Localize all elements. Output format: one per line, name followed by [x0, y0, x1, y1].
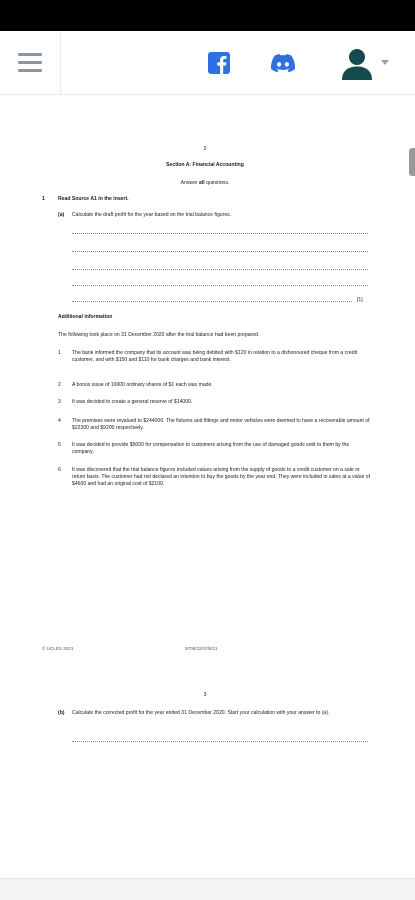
info-item-text: It was decided to provide $5000 for compensation to customers arising from the use of damaged goods sold to them by the company. [72, 442, 350, 456]
section-title: Section A: Financial Accounting [166, 162, 244, 168]
part-b-text: Calculate the corrected profit for the year ended 31 December 2020. Start your calculation with your answer to (a). [72, 710, 330, 716]
answer-line[interactable] [72, 301, 352, 302]
discord-icon[interactable] [271, 54, 295, 73]
info-item-text: The bank informed the company that its account was being debited with $120 in relation to a dishonoured cheque from a credit customer, and with $150 and $110 for bank charges and bank interest. [72, 350, 358, 364]
instruction: Answer all questions. [180, 180, 230, 186]
bottom-bar [0, 878, 415, 900]
marks-label: [1] [357, 297, 363, 303]
info-item-number: 2 [58, 382, 61, 388]
info-item-number: 4 [58, 418, 61, 424]
answer-line[interactable] [72, 741, 368, 742]
info-title: Additional information [58, 314, 113, 320]
info-item-number: 6 [58, 467, 61, 473]
chevron-down-icon[interactable] [381, 60, 389, 66]
facebook-icon[interactable] [208, 52, 230, 74]
info-item-number: 3 [58, 399, 61, 405]
info-intro: The following took place on 31 December 2020 after the trial balance had been prepared. [58, 332, 260, 338]
status-bar [0, 0, 415, 31]
scrollbar-thumb[interactable] [409, 148, 415, 176]
page-number: 2 [203, 146, 207, 152]
answer-line[interactable] [72, 269, 368, 270]
answer-line[interactable] [72, 251, 368, 252]
part-b-label: (b) [58, 710, 65, 716]
question-text: Read Source A1 in the insert. [58, 196, 129, 202]
info-item-number: 1 [58, 350, 61, 356]
page-footer-left: © UCLES 2021 [42, 646, 74, 651]
info-item-text: It was discovered that the trial balance figures included values arising from the supply of goods to a credit customer on a sale or return basis. The customer had not declared an intention to buy the goods by the year end. They were included in sales at a value of $4600 and had an original cost of $2100. [72, 467, 370, 488]
page-number: 3 [203, 692, 207, 698]
answer-line[interactable] [72, 233, 368, 234]
part-a-label: (a) [58, 212, 65, 218]
menu-icon [18, 53, 42, 73]
info-item-text: The premises were revalued to $244000. The fixtures and fittings and motor vehicles were deemed to have a recoverable amount of $22300 and $9200 respectively. [72, 418, 370, 432]
info-item-text: A bonus issue of 10000 ordinary shares of $1 each was made. [72, 382, 213, 388]
info-item-text: It was decided to create a general reserve of $14000. [72, 399, 193, 405]
question-number: 1 [42, 196, 45, 202]
document-viewer[interactable] [0, 96, 415, 878]
menu-button[interactable] [0, 31, 61, 94]
page-footer-code: 9706/32/O/N/21 [185, 646, 218, 651]
top-navigation-bar [0, 31, 415, 95]
user-avatar-icon[interactable] [341, 48, 373, 80]
info-item-number: 5 [58, 442, 61, 448]
answer-line[interactable] [72, 285, 368, 286]
part-a-text: Calculate the draft profit for the year based on the trial balance figures. [72, 212, 232, 218]
